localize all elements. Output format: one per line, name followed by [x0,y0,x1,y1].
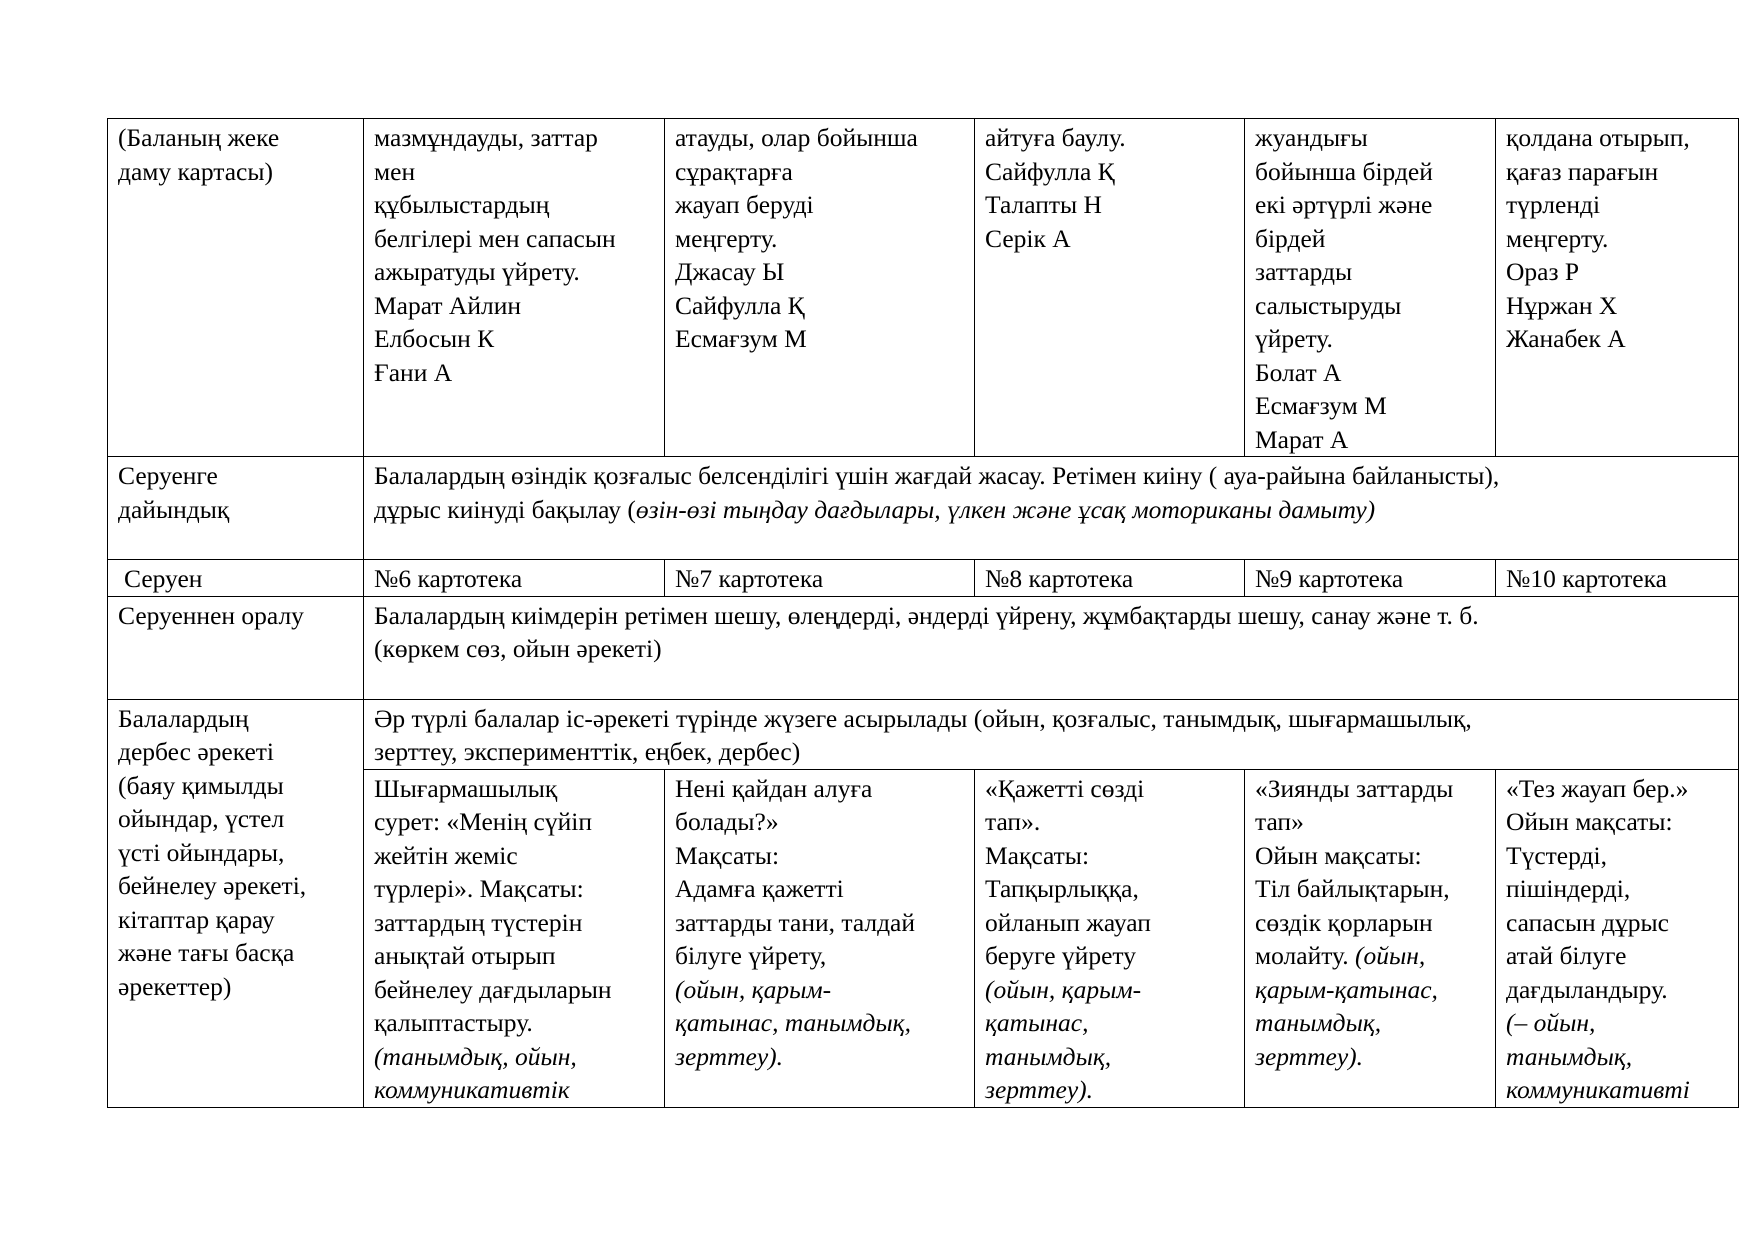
daily-plan-table [107,118,1739,1108]
walk-preparation-text: Балалардың өзіндік қозғалыс белсенділігі үшін жағдай жасау. Ретімен киіну ( ауа-райына байланысты), дұрыс киінуді бақылау (өзін-өзі тыңдау дағдылары, үлкен және ұсақ моториканы дамыту) [364,457,1739,560]
walk-card-thu: №9 картотека [1245,560,1496,597]
independent-activity-intro: Әр түрлі балалар іс-әрекеті түрінде жүзеге асырылады (ойын, қозғалыс, танымдық, шығармашылық, зерттеу, эксперименттік, еңбек, дербес) [364,699,1739,769]
walk-card-tue: №7 картотека [665,560,975,597]
game-cell-fri: «Тез жауап бер.» Ойын мақсаты: Түстерді, пішіндерді, сапасын дұрыс атай білуге дағдыландыру. (– ойын, танымдық, коммуникативті [1496,769,1739,1107]
row-walk-preparation [108,457,1739,560]
walk-card-wed: №8 картотека [975,560,1245,597]
row-walk [108,560,1739,597]
row-development-card [108,119,1739,457]
game-cell-tue: Нені қайдан алуға болады?» Мақсаты: Адамға қажетті заттарды тани, талдай білуге үйрету, (ойын, қарым- қатынас, танымдық, зерттеу). [665,769,975,1107]
card-cell-mon: мазмұндауды, заттар мен құбылыстардың белгілері мен сапасын ажыратуды үйрету. Марат Айлин Елбосын К Ғани А [364,119,665,457]
row-return-from-walk [108,596,1739,699]
return-from-walk-text: Балалардың киімдерін ретімен шешу, өлеңдерді, әндерді үйрену, жұмбақтарды шешу, санау және т. б. (көркем сөз, ойын әрекеті) [364,596,1739,699]
card-cell-thu: жуандығы бойынша бірдей екі әртүрлі және бірдей заттарды салыстыруды үйрету. Болат А Есмағзум М Марат А [1245,119,1496,457]
card-cell-wed: айтуға баулу. Сайфулла Қ Талапты Н Серік А [975,119,1245,457]
row-label-walk: Серуен [108,560,364,597]
walk-card-mon: №6 картотека [364,560,665,597]
row-label-independent-activity: Балалардың дербес әрекеті (баяу қимылды ойындар, үстел үсті ойындары, бейнелеу әрекеті, кітаптар қарау және тағы басқа әрекеттер) [108,699,364,1107]
row-label-development-card: (Баланың жеке даму картасы) [108,119,364,457]
game-cell-wed: «Қажетті сөзді тап». Мақсаты: Тапқырлыққа, ойланып жауап беруге үйрету (ойын, қарым- қатынас, танымдық, зерттеу). [975,769,1245,1107]
game-cell-mon: Шығармашылық сурет: «Менің сүйіп жейтін жеміс түрлері». Мақсаты: заттардың түстерін анықтай отырып бейнелеу дағдыларын қалыптастыру. (танымдық, ойын, коммуникативтік [364,769,665,1107]
card-cell-tue: атауды, олар бойынша сұрақтарға жауап беруді меңгерту. Джасау Ы Сайфулла Қ Есмағзум М [665,119,975,457]
game-cell-thu: «Зиянды заттарды тап» Ойын мақсаты: Тіл байлықтарын, сөздік қорларын молайту. (ойын, қарым-қатынас, танымдық, зерттеу). [1245,769,1496,1107]
card-cell-fri: қолдана отырып, қағаз парағын түрленді меңгерту. Ораз Р Нұржан Х Жанабек А [1496,119,1739,457]
walk-card-fri: №10 картотека [1496,560,1739,597]
row-label-return-from-walk: Серуеннен оралу [108,596,364,699]
row-label-walk-preparation: Серуенге дайындық [108,457,364,560]
row-independent-activity [108,699,1739,769]
